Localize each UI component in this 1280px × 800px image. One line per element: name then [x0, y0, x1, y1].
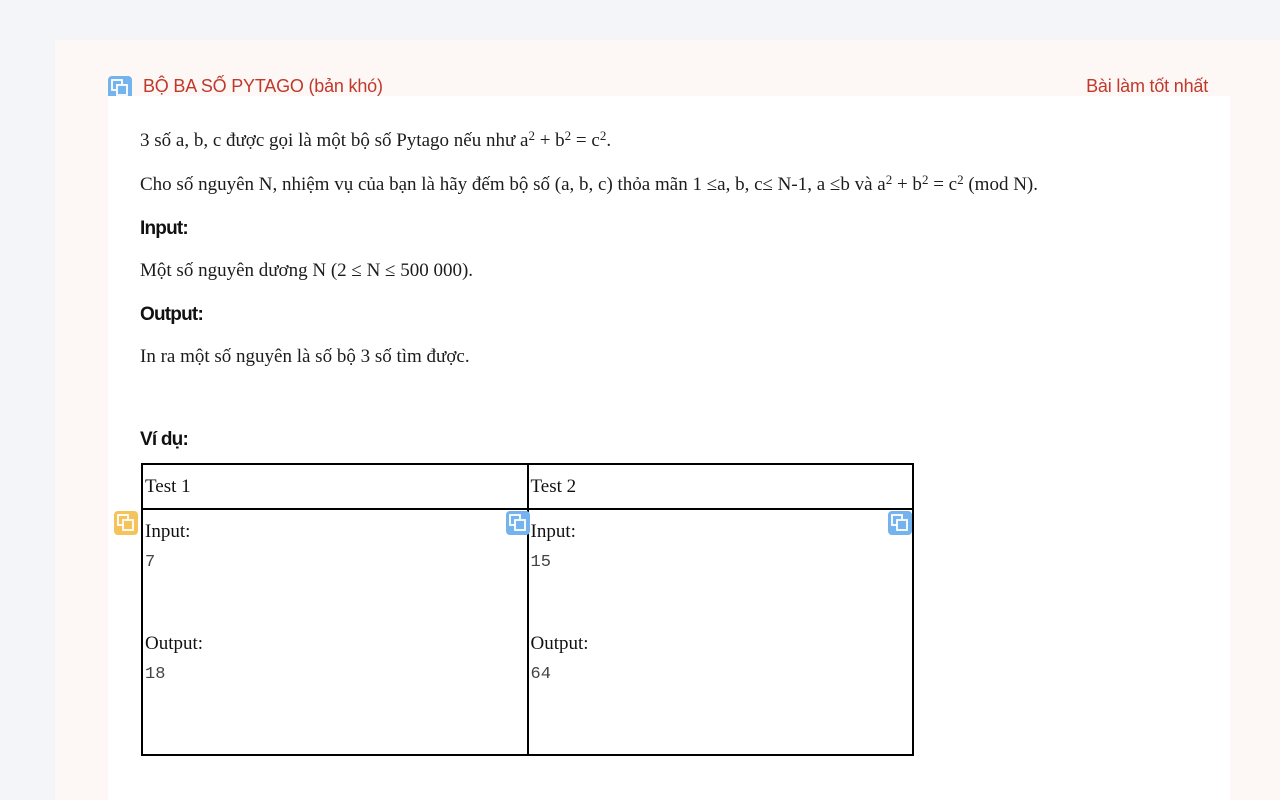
test-2-input-label: Input: [530, 521, 576, 542]
example-heading: Ví dụ: [140, 429, 188, 450]
test-1-input-value: 7 [145, 553, 156, 572]
best-solution-link[interactable]: Bài làm tốt nhất [1086, 76, 1208, 96]
output-heading: Output: [140, 304, 203, 325]
copy-test-1-icon[interactable] [506, 511, 530, 535]
copy-table-icon[interactable] [114, 511, 138, 535]
examples-table [141, 463, 914, 756]
input-description: Một số nguyên dương N (2 ≤ N ≤ 500 000). [140, 260, 474, 281]
test-2-output-value: 64 [530, 665, 551, 684]
output-description: In ra một số nguyên là số bộ 3 số tìm được. [140, 346, 470, 367]
test-2-header: Test 2 [528, 464, 914, 509]
test-1-input-label: Input: [145, 521, 191, 542]
copy-test-2-icon[interactable] [888, 511, 912, 535]
input-heading: Input: [140, 218, 188, 239]
problem-title[interactable]: BỘ BA SỐ PYTAGO (bản khó) [143, 76, 383, 96]
test-1-output-label: Output: [145, 633, 204, 654]
statement-paragraph-1: 3 số a, b, c được gọi là một bộ số Pytago nếu như $a^2 + b^2 = c^2$. [140, 128, 612, 151]
test-2-cell [528, 509, 914, 755]
test-2-output-label: Output: [530, 633, 589, 654]
test-1-cell [142, 509, 528, 755]
statement-paragraph-2: Cho số nguyên N, nhiệm vụ của bạn là hãy đếm bộ số (a, b, c) thỏa mãn 1 ≤a, b, c≤ N-1, a ≤b và $a^2 + b^2 = c^2$ (mod N). [140, 172, 1038, 195]
test-2-input-value: 15 [530, 553, 551, 572]
test-1-header: Test 1 [142, 464, 528, 509]
test-1-output-value: 18 [145, 665, 166, 684]
